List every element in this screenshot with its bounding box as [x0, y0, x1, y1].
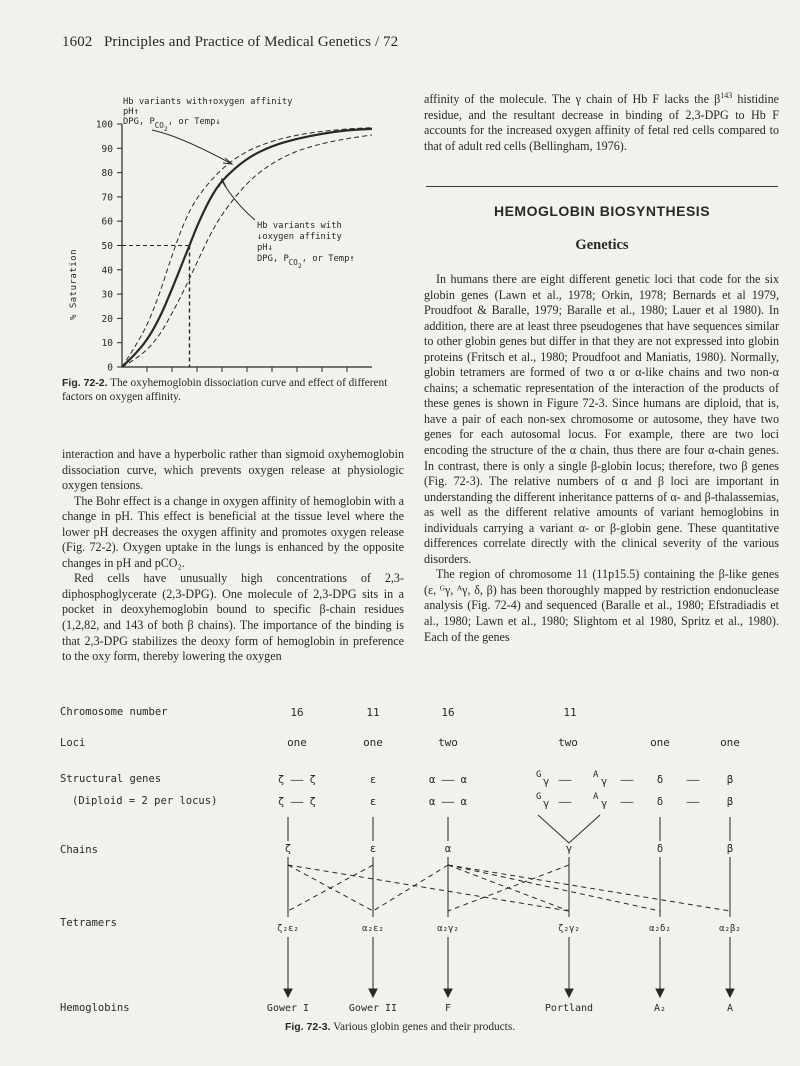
globin-genes-diagram — [60, 705, 790, 1015]
chain-delta: δ — [656, 843, 664, 855]
left-note-line2: pH↑ — [123, 107, 139, 117]
y-tick-label: 30 — [101, 289, 113, 301]
y-tick-label: 20 — [101, 313, 113, 325]
row-label-diploid: (Diploid = 2 per locus) — [72, 795, 218, 807]
right-column-top-paragraph: affinity of the molecule. The γ chain of Hb F lacks the $\beta^{143}$ histidine residue, and the resultant decrease in binding of 2,3-DPG to Hb F accounts for the increased oxygen affinity of fetal red cells compared to that of adult red cells (Bellingham, 1976). — [424, 91, 779, 153]
hemoglobin-gower-i: Gower I — [266, 1003, 310, 1014]
y-tick-label: 10 — [101, 338, 113, 350]
right-paragraph-1: In humans there are eight different genetic loci that code for the six globin genes (Lawn et al., 1978; Orkin, 1978; Bernards et al 1979, Proudfoot & Baralle, 1979; Baralle et al., 1980; Lauer et al 1980). In addition, there are at least three pseudogenes that have sequences similar to other globin genes but differ in that they are not expressed into globin proteins (Fritsch et al., 1980; Proudfoot and Maniatis, 1980). Normally, globin tetramers are formed of two α or α-like chains and two non-α chains; a schematic representation of the interaction of the products of these genes is shown in Figure 72-3. Since humans are diploid, that is, have a pair of each non-sex chromosome or autosome, they have two genes for each autosomal locus. For example, there are two loci encoding the structure of the α chain, thus there are four α-chain genes. In contrast, there is only a single β-globin locus; therefore, two β genes (Fig. 72-3). The relative numbers of α and β loci are important in understanding the different inheritance patterns of α- and β-thalassemias, as well as the different relative amounts of variant hemoglobins in individuals carrying a variant α- or β-globin gene. These quantitative differences correlate directly with the clinical severity of the various disorders. — [424, 272, 779, 566]
y-tick-label: 0 — [107, 362, 113, 373]
gene-beta-1: β — [726, 774, 734, 786]
right-note-arrow — [222, 181, 255, 220]
gene-dash-ad-2: —— — [620, 796, 634, 808]
gene-to-chain-lines — [288, 815, 730, 843]
y-tick-label: 100 — [95, 119, 113, 131]
right-note-line4: DPG, $PCO_2$, or Temp↑ — [257, 254, 355, 270]
right-note-arrowhead — [219, 179, 226, 187]
section-title: HEMOGLOBIN BIOSYNTHESIS — [493, 203, 711, 219]
y-tick-label: 50 — [101, 241, 113, 252]
gene-ggamma-1: γ — [543, 776, 550, 788]
chain-alpha: α — [444, 843, 452, 855]
chain-beta: β — [726, 843, 734, 855]
gene-g-superscript-1: G — [536, 770, 542, 780]
right-paragraph-2: The region of chromosome 11 (11p15.5) containing the β-like genes (ε, ᴳγ, ᴬγ, δ, β) has been thoroughly mapped by restriction endonuclease analysis (Fig. 72-4) and sequenced (Baralle et al., 1980; Efstradiadis et al., 1980; Lawn et al., 1980; Slightom et al 1980, Spritz et al., 1980). Each of the genes — [424, 567, 779, 644]
gene-g-superscript-2: G — [536, 792, 542, 802]
loci-epsilon: one — [363, 736, 383, 749]
left-note-line3: DPG, $PCO_2$, or Temp↓ — [123, 117, 221, 133]
y-tick-label: 60 — [101, 216, 113, 228]
tetramer-to-hemoglobin-arrows — [284, 937, 734, 997]
oxyhemoglobin-chart — [60, 88, 405, 373]
chromosome-16-alpha: 16 — [441, 706, 455, 719]
gene-delta-1: δ — [656, 774, 664, 786]
loci-gamma: two — [558, 736, 578, 749]
left-note-arrow — [152, 130, 230, 163]
loci-beta: one — [720, 736, 740, 749]
left-note-arrowhead — [223, 158, 232, 164]
gene-epsilon-2: ε — [369, 796, 377, 808]
row-label-tetramers: Tetramers — [60, 917, 117, 929]
gene-dash-ga-1: —— — [558, 774, 572, 786]
chain-epsilon: ε — [369, 843, 377, 855]
gene-dash-ad-1: —— — [620, 774, 634, 786]
gene-ggamma-2: γ — [543, 798, 550, 810]
right-column-body — [424, 272, 779, 645]
hemoglobin-gower-ii: Gower II — [348, 1003, 398, 1014]
dissociation-curve-increased-oxygen-affinity — [122, 128, 372, 367]
left-paragraph-2: The Bohr effect is a change in oxygen affinity of hemoglobin with a change in pH. This effect is beneficial at the tissue level where the lower pH decreases the oxygen affinity and promotes oxygen release (Fig. 72-2). Oxygen uptake in the lungs is enhanced by the opposite changes in pH and pCO₂. — [62, 493, 404, 570]
tetramer-z2e2: ζ₂ε₂ — [277, 924, 299, 934]
right-note-line2: ↓oxygen affinity — [257, 232, 342, 242]
row-label-chains: Chains — [60, 844, 98, 856]
gene-agamma-1: γ — [601, 776, 608, 788]
y-tick-label: 90 — [101, 143, 113, 155]
subsection-title: Genetics — [575, 237, 629, 253]
gene-zeta-1: ζ —— ζ — [278, 774, 316, 786]
gene-a-superscript-2: A — [593, 792, 599, 802]
tetramer-a2g2: α₂γ₂ — [437, 924, 459, 934]
loci-alpha: two — [438, 736, 458, 749]
chart-series — [122, 128, 372, 367]
chain-zeta: ζ — [284, 843, 292, 855]
left-paragraph-3: Red cells have unusually high concentrations of 2,3-diphosphoglycerate (2,3-DPG). One molecule of 2,3-DPG sits in a pocket in deoxyhemoglobin bound to specific β-chain residues (1,2,82, and 143 of both β chains). The importance of the binding is that 2,3-DPG stabilizes the deoxy form of hemoglobin in preference to the oxy form, thereby lowering the oxygen — [62, 571, 404, 664]
gene-dash-db-2: —— — [686, 796, 700, 808]
chromosome-11-beta-cluster: 11 — [563, 706, 577, 719]
dissociation-curve-normal — [122, 129, 372, 367]
chromosome-11-epsilon: 11 — [366, 706, 380, 719]
section-divider — [426, 186, 778, 187]
chain-gamma: γ — [565, 843, 573, 855]
running-header — [62, 34, 398, 51]
loci-delta: one — [650, 736, 670, 749]
gene-beta-2: β — [726, 796, 734, 808]
gene-alpha-1: α —— α — [429, 774, 467, 786]
left-note-line1: Hb variants with↑oxygen affinity — [123, 97, 293, 107]
gene-alpha-2: α —— α — [429, 796, 467, 808]
right-note-line3: pH↓ — [257, 243, 273, 253]
gene-a-superscript-1: A — [593, 770, 599, 780]
figure-72-3-caption: Fig. 72-3. Various globin genes and their products. — [284, 1021, 516, 1033]
pairing-dashed-lines — [288, 865, 730, 911]
row-label-hemoglobins: Hemoglobins — [60, 1002, 130, 1014]
gene-epsilon-1: ε — [369, 774, 377, 786]
left-paragraph-1: interaction and have a hyperbolic rather than sigmoid oxyhemoglobin dissociation curve, which prevents oxygen release at physiologic oxygen tensions. — [62, 447, 404, 493]
right-note-line1: Hb variants with — [257, 221, 342, 231]
row-label-chromosome: Chromosome number — [60, 706, 168, 718]
tetramer-a2b2: α₂β₂ — [719, 924, 741, 934]
chart-axes — [96, 120, 372, 374]
running-title: Principles and Practice of Medical Genetics / 72 — [103, 34, 399, 50]
tetramer-z2g2: ζ₂γ₂ — [558, 924, 580, 934]
hemoglobin-a: A — [726, 1003, 734, 1014]
loci-zeta: one — [287, 736, 307, 749]
y-axis-label: % Saturation — [69, 248, 79, 320]
chain-to-tetramer-lines — [288, 857, 730, 917]
gene-dash-ga-2: —— — [558, 796, 572, 808]
y-tick-label: 40 — [101, 265, 113, 277]
gene-agamma-2: γ — [601, 798, 608, 810]
tetramer-a2d2: α₂δ₂ — [649, 924, 671, 934]
tetramer-a2e2: α₂ε₂ — [362, 924, 384, 934]
hemoglobin-a2: A₂ — [653, 1003, 667, 1014]
page-number: 1602 — [62, 34, 93, 50]
y-tick-label: 80 — [101, 168, 113, 180]
gene-dash-db-1: —— — [686, 774, 700, 786]
figure-72-2-caption: Fig. 72-2. The oxyhemoglobin dissociation curve and effect of different factors on oxygen affinity. — [62, 377, 388, 403]
row-label-structural: Structural genes — [60, 773, 162, 785]
left-column-text — [62, 447, 404, 665]
gene-zeta-2: ζ —— ζ — [278, 796, 316, 808]
hemoglobin-portland: Portland — [544, 1003, 594, 1014]
hemoglobin-f: F — [444, 1003, 452, 1014]
dissociation-curve-decreased-oxygen-affinity — [122, 135, 372, 367]
chromosome-16-zeta: 16 — [290, 706, 304, 719]
row-label-loci: Loci — [60, 737, 86, 749]
gene-delta-2: δ — [656, 796, 664, 808]
y-tick-label: 70 — [101, 192, 113, 204]
